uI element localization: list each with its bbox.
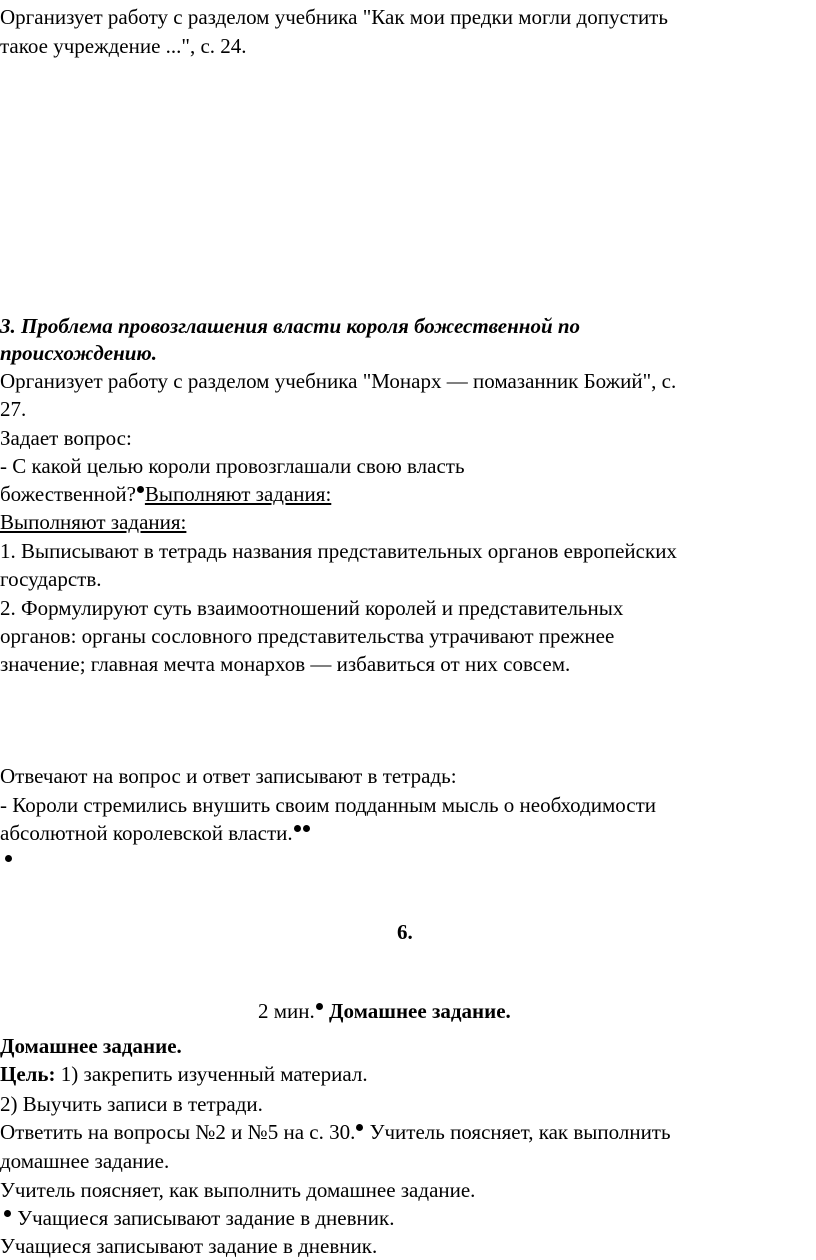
- section3-heading-1: 3. Проблема провозглашения власти короля божественной по: [0, 314, 581, 338]
- answer-line-2: [0, 823, 311, 844]
- homework-title: Домашнее задание.: [0, 1034, 182, 1058]
- students-inline-line: [0, 1208, 394, 1229]
- bullet-icon: [137, 486, 144, 493]
- bullet-icon: [356, 1124, 363, 1131]
- question-line-1: - С какой целью короли провозглашали свою власть: [0, 454, 465, 478]
- homework-title-inline: Домашнее задание.: [329, 999, 511, 1023]
- task2-line-1: 2. Формулируют суть взаимоотношений королей и представительных: [0, 596, 624, 620]
- task2-line-3: значение; главная мечта монархов — избавиться от них совсем.: [0, 652, 571, 676]
- intro-line-2: такое учреждение ...", с. 24.: [0, 34, 247, 58]
- intro-line-1: Организует работу с разделом учебника "Как мои предки могли допустить: [0, 5, 668, 29]
- teacher-line: Учитель поясняет, как выполнить домашнее задание.: [0, 1178, 476, 1202]
- goal-line: [0, 1064, 368, 1085]
- item-3-line: [0, 1122, 671, 1143]
- time-label: 2 мин.: [258, 999, 315, 1023]
- task-label-inline: Выполняют задания:: [144, 482, 332, 506]
- students-inline: Учащиеся записывают задание в дневник.: [12, 1206, 395, 1230]
- task1-line-2: государств.: [0, 567, 102, 591]
- teacher-inline: Учитель поясняет, как выполнить: [364, 1120, 671, 1144]
- bullet-icon: [5, 855, 12, 862]
- section6-time-line: [258, 1001, 511, 1022]
- section3-p1-line-1: Организует работу с разделом учебника "Монарх — помазанник Божий", с.: [0, 369, 677, 393]
- bullet-icon: [316, 1003, 323, 1010]
- task1-line-1: 1. Выписывают в тетрадь названия представительных органов европейских: [0, 539, 677, 563]
- section6-number: 6.: [397, 920, 413, 944]
- answer-intro: Отвечают на вопрос и ответ записывают в тетрадь:: [0, 764, 457, 788]
- question-intro: Задает вопрос:: [0, 426, 132, 450]
- item-2: 2) Выучить записи в тетради.: [0, 1092, 263, 1116]
- question-line-2-text: божественной?: [0, 482, 136, 506]
- students-line: Учащиеся записывают задание в дневник.: [0, 1234, 378, 1258]
- section3-heading-2: происхождению.: [0, 341, 158, 365]
- answer-line-2-text: абсолютной королевской власти.: [0, 821, 293, 845]
- bullet-line: [4, 853, 13, 874]
- task2-line-2: органов: органы сословного представительства утрачивают прежнее: [0, 624, 615, 648]
- answer-line-1: - Короли стремились внушить своим подданным мысль о необходимости: [0, 793, 657, 817]
- goal-text: 1) закрепить изученный материал.: [55, 1062, 368, 1086]
- bullet-icon: [4, 1210, 11, 1217]
- item-3-text: Ответить на вопросы №2 и №5 на с. 30.: [0, 1120, 356, 1144]
- bullet-icon: [303, 825, 310, 832]
- task-label: Выполняют задания:: [0, 510, 187, 534]
- bullet-icon: [294, 825, 301, 832]
- question-line-2: [0, 484, 331, 505]
- goal-label: Цель:: [0, 1062, 56, 1086]
- teacher-inline-2: домашнее задание.: [0, 1149, 170, 1173]
- section3-p1-line-2: 27.: [0, 397, 27, 421]
